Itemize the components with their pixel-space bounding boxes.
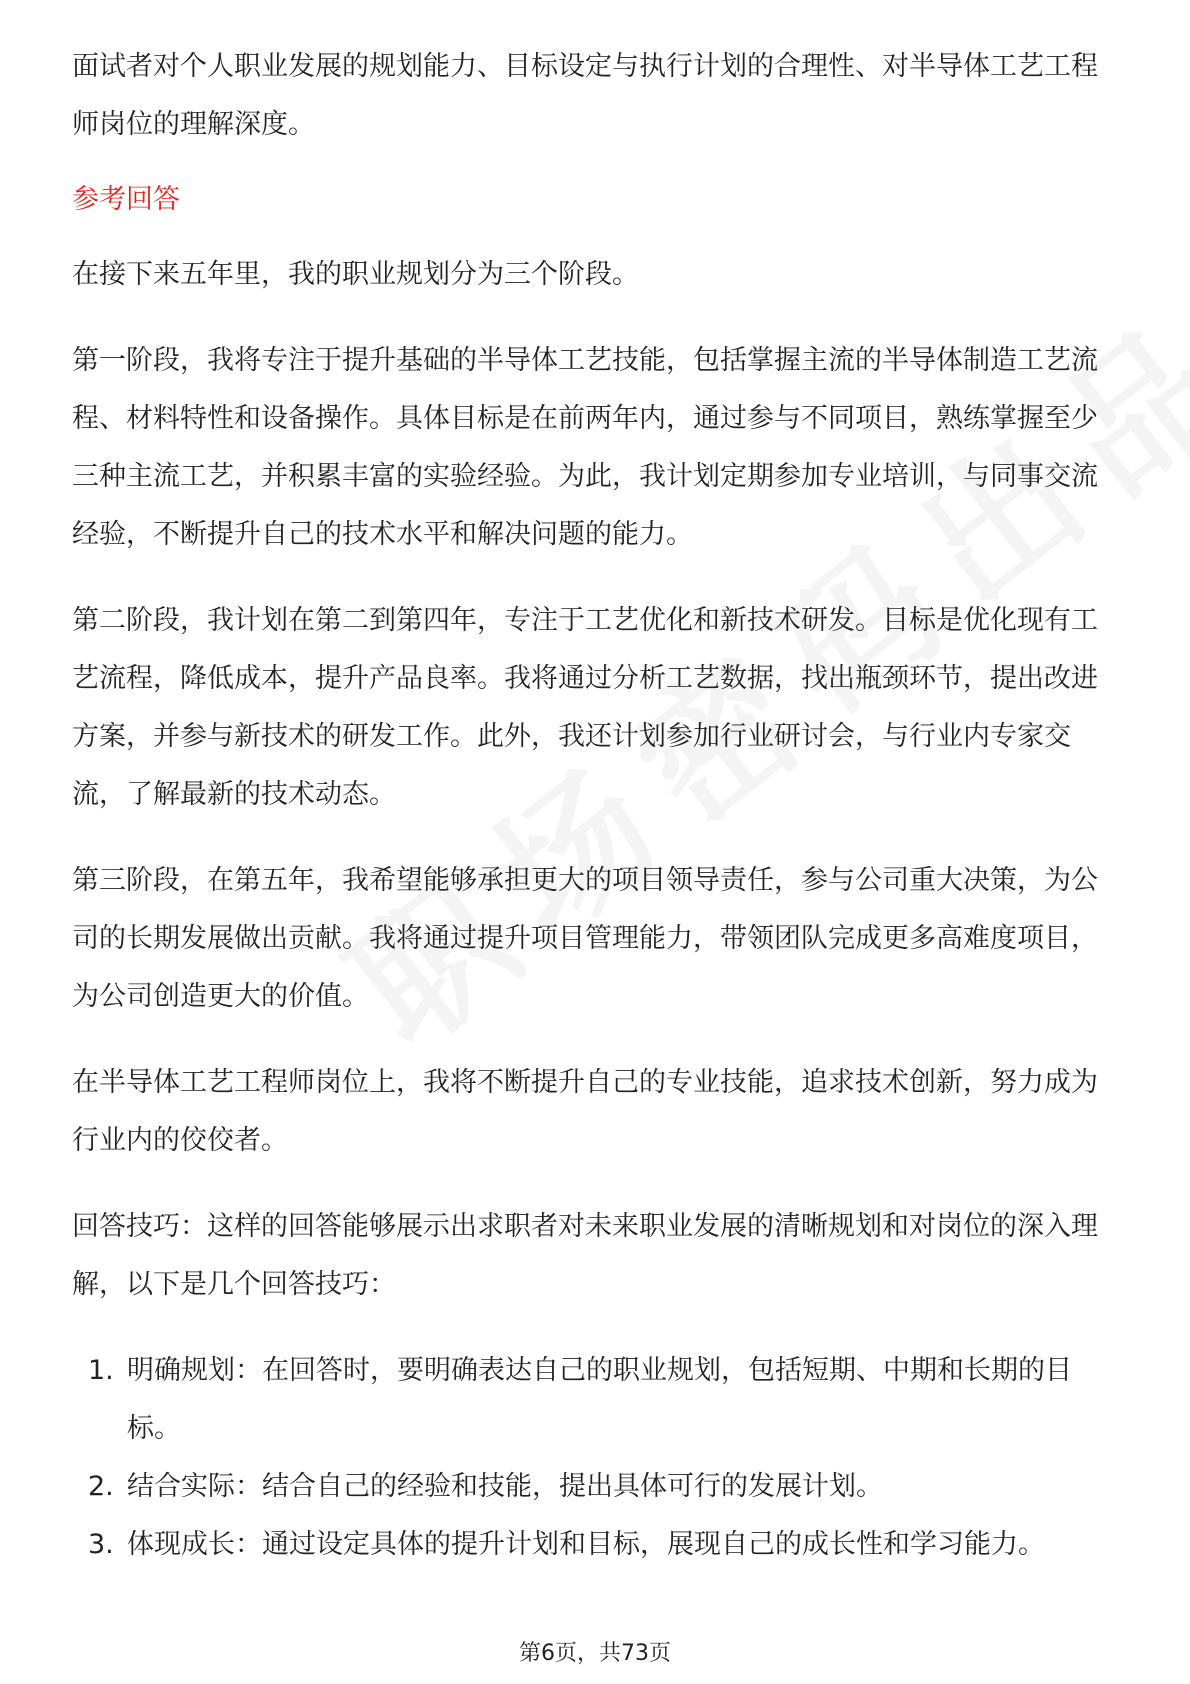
paragraph: 第二阶段，我计划在第二到第四年，专注于工艺优化和新技术研发。目标是优化现有工艺流程，降低成本，提升产品良率。我将通过分析工艺数据，找出瓶颈环节，提出改进方案，并参与新技术的研发工作。此外，我还计划参加行业研讨会，与行业内专家交流，了解最新的技术动态。 (72, 605, 1098, 810)
list-number: 2. (88, 1471, 114, 1502)
list-item (72, 1516, 1120, 1574)
page-content (72, 38, 1120, 1574)
section-heading: 参考回答 (72, 184, 180, 215)
list-item-text: 结合实际：结合自己的经验和技能，提出具体可行的发展计划。 (127, 1471, 883, 1502)
page-footer: 第6页，共73页 (519, 1641, 671, 1666)
list-item (72, 1342, 1120, 1458)
paragraph: 第三阶段，在第五年，我希望能够承担更大的项目领导责任，参与公司重大决策，为公司的长期发展做出贡献。我将通过提升项目管理能力，带领团队完成更多高难度项目，为公司创造更大的价值。 (72, 865, 1098, 1012)
intro-paragraph: 面试者对个人职业发展的规划能力、目标设定与执行计划的合理性、对半导体工艺工程师岗位的理解深度。 (72, 51, 1098, 140)
list-number: 1. (88, 1355, 114, 1386)
paragraph: 在半导体工艺工程师岗位上，我将不断提升自己的专业技能，追求技术创新，努力成为行业内的佼佼者。 (72, 1067, 1098, 1156)
list-number: 3. (88, 1529, 114, 1560)
paragraph: 第一阶段，我将专注于提升基础的半导体工艺技能，包括掌握主流的半导体制造工艺流程、材料特性和设备操作。具体目标是在前两年内，通过参与不同项目，熟练掌握至少三种主流工艺，并积累丰富的实验经验。为此，我计划定期参加专业培训，与同事交流经验，不断提升自己的技术水平和解决问题的能力。 (72, 345, 1098, 550)
list-item-text: 明确规划：在回答时，要明确表达自己的职业规划，包括短期、中期和长期的目标。 (127, 1355, 1072, 1444)
tips-list (72, 1342, 1120, 1574)
list-item-text: 体现成长：通过设定具体的提升计划和目标，展现自己的成长性和学习能力。 (127, 1529, 1045, 1560)
paragraph: 在接下来五年里，我的职业规划分为三个阶段。 (72, 259, 639, 290)
paragraph: 回答技巧：这样的回答能够展示出求职者对未来职业发展的清晰规划和对岗位的深入理解，以下是几个回答技巧： (72, 1211, 1098, 1300)
list-item (72, 1458, 1120, 1516)
